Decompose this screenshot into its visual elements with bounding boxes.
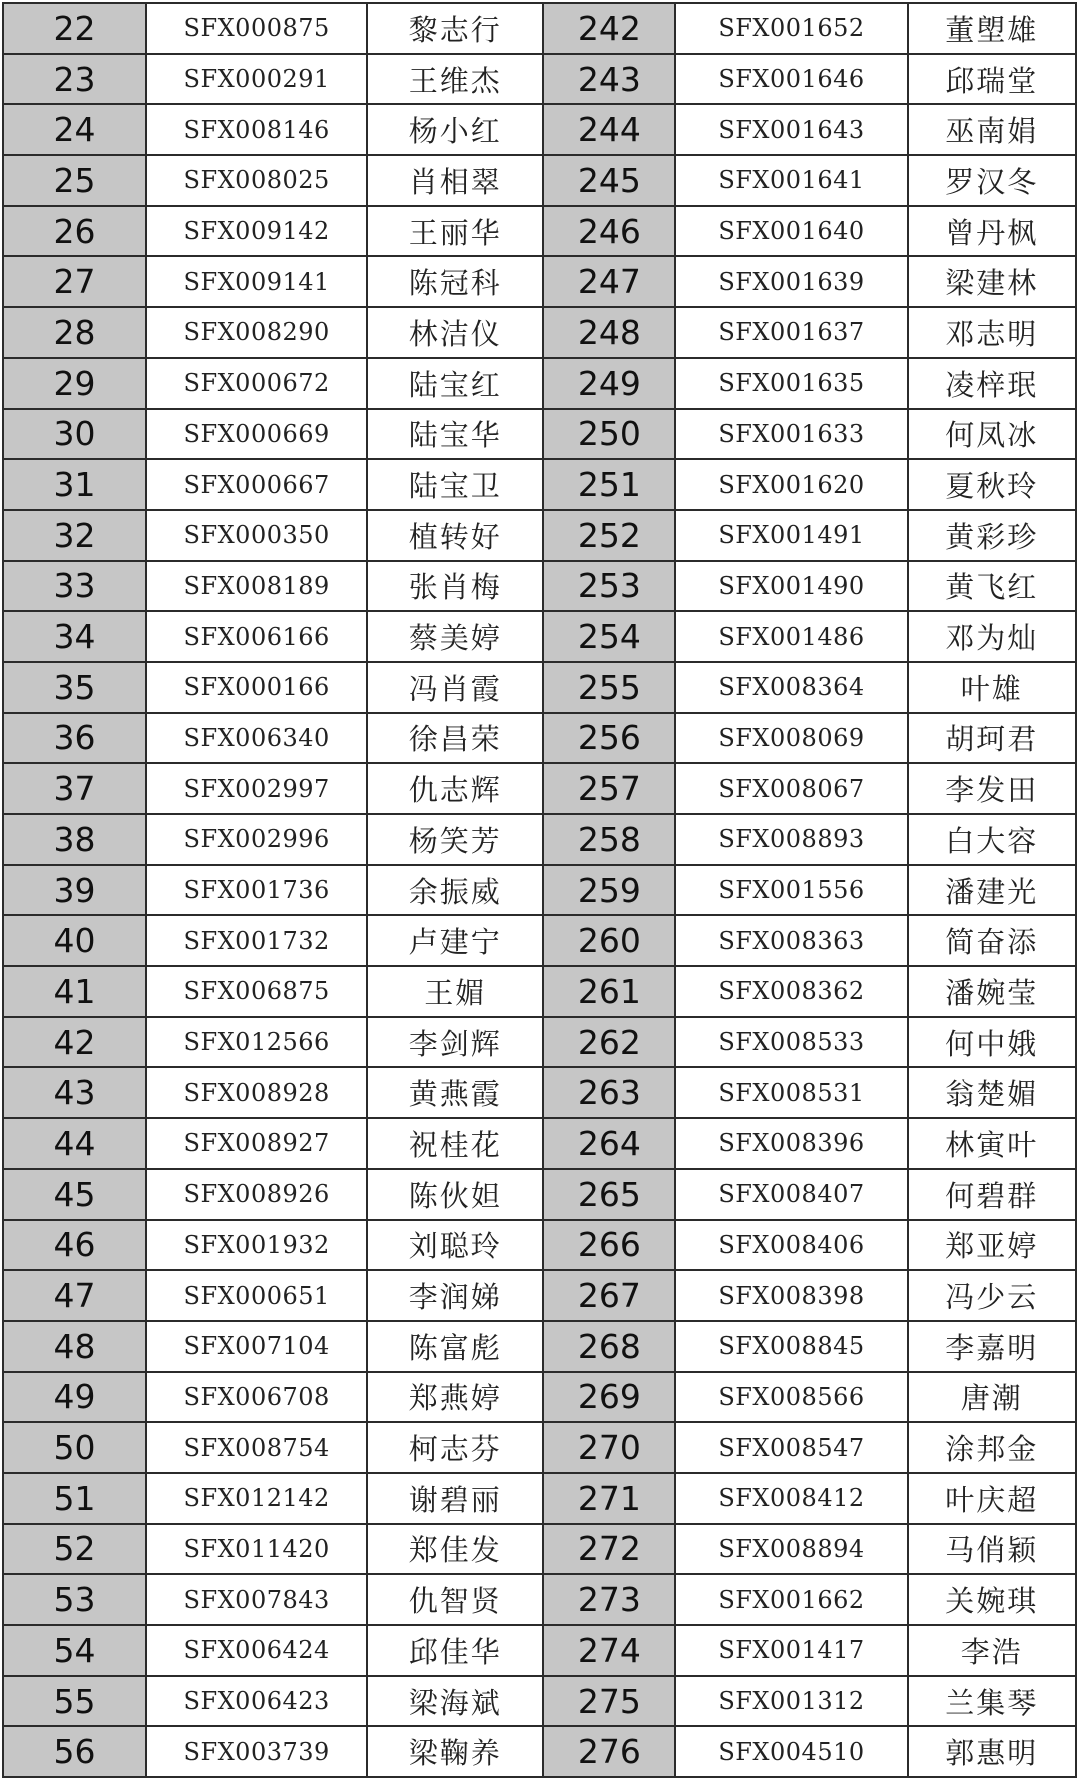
left-id-cell: SFX003739 — [146, 1726, 367, 1777]
left-number-cell: 27 — [3, 256, 146, 307]
left-number-cell: 33 — [3, 561, 146, 612]
right-name-cell: 凌梓珉 — [908, 358, 1076, 409]
right-name-cell: 黄彩珍 — [908, 510, 1076, 561]
right-name-cell: 白大容 — [908, 814, 1076, 865]
right-name-cell: 梁建林 — [908, 256, 1076, 307]
left-number-cell: 36 — [3, 713, 146, 764]
table-row — [3, 1017, 1076, 1068]
right-number-cell: 244 — [543, 104, 675, 155]
table-row — [3, 966, 1076, 1017]
left-name-cell: 陈冠科 — [367, 256, 543, 307]
right-name-cell: 夏秋玲 — [908, 459, 1076, 510]
table-row — [3, 1321, 1076, 1372]
right-number-cell: 243 — [543, 54, 675, 105]
right-name-cell: 马俏颖 — [908, 1524, 1076, 1575]
left-number-cell: 49 — [3, 1372, 146, 1423]
right-id-cell: SFX008362 — [675, 966, 907, 1017]
left-id-cell: SFX011420 — [146, 1524, 367, 1575]
right-number-cell: 269 — [543, 1372, 675, 1423]
table-row — [3, 814, 1076, 865]
left-name-cell: 刘聪玲 — [367, 1220, 543, 1271]
table-row — [3, 206, 1076, 257]
left-id-cell: SFX002997 — [146, 763, 367, 814]
right-name-cell: 罗汉冬 — [908, 155, 1076, 206]
left-number-cell: 35 — [3, 662, 146, 713]
left-id-cell: SFX009142 — [146, 206, 367, 257]
left-name-cell: 谢碧丽 — [367, 1473, 543, 1524]
right-id-cell: SFX001633 — [675, 409, 907, 460]
right-id-cell: SFX008533 — [675, 1017, 907, 1068]
table-row — [3, 155, 1076, 206]
right-id-cell: SFX001312 — [675, 1676, 907, 1727]
left-name-cell: 黄燕霞 — [367, 1067, 543, 1118]
right-name-cell: 兰集琴 — [908, 1676, 1076, 1727]
left-id-cell: SFX006166 — [146, 611, 367, 662]
right-name-cell: 叶庆超 — [908, 1473, 1076, 1524]
table-row — [3, 1574, 1076, 1625]
right-id-cell: SFX008406 — [675, 1220, 907, 1271]
left-name-cell: 冯肖霞 — [367, 662, 543, 713]
table-row — [3, 256, 1076, 307]
right-name-cell: 何碧群 — [908, 1169, 1076, 1220]
right-id-cell: SFX008069 — [675, 713, 907, 764]
right-name-cell: 唐潮 — [908, 1372, 1076, 1423]
right-id-cell: SFX001417 — [675, 1625, 907, 1676]
left-id-cell: SFX000291 — [146, 54, 367, 105]
left-id-cell: SFX008928 — [146, 1067, 367, 1118]
right-number-cell: 255 — [543, 662, 675, 713]
table-row — [3, 307, 1076, 358]
table-row — [3, 713, 1076, 764]
left-id-cell: SFX009141 — [146, 256, 367, 307]
table-row — [3, 510, 1076, 561]
left-name-cell: 邱佳华 — [367, 1625, 543, 1676]
left-name-cell: 林洁仪 — [367, 307, 543, 358]
table-row — [3, 1524, 1076, 1575]
left-id-cell: SFX006423 — [146, 1676, 367, 1727]
right-name-cell: 黄飞红 — [908, 561, 1076, 612]
right-name-cell: 胡珂君 — [908, 713, 1076, 764]
right-id-cell: SFX001662 — [675, 1574, 907, 1625]
left-number-cell: 28 — [3, 307, 146, 358]
right-number-cell: 242 — [543, 3, 675, 54]
table-row — [3, 409, 1076, 460]
left-name-cell: 陈富彪 — [367, 1321, 543, 1372]
right-number-cell: 253 — [543, 561, 675, 612]
right-id-cell: SFX001640 — [675, 206, 907, 257]
right-name-cell: 简奋添 — [908, 915, 1076, 966]
table-row — [3, 3, 1076, 54]
left-id-cell: SFX000166 — [146, 662, 367, 713]
right-id-cell: SFX001641 — [675, 155, 907, 206]
right-number-cell: 260 — [543, 915, 675, 966]
left-id-cell: SFX008189 — [146, 561, 367, 612]
table-row — [3, 1625, 1076, 1676]
right-name-cell: 郭惠明 — [908, 1726, 1076, 1777]
right-id-cell: SFX004510 — [675, 1726, 907, 1777]
right-id-cell: SFX008363 — [675, 915, 907, 966]
right-number-cell: 266 — [543, 1220, 675, 1271]
right-name-cell: 曾丹枫 — [908, 206, 1076, 257]
left-name-cell: 肖相翠 — [367, 155, 543, 206]
right-id-cell: SFX008531 — [675, 1067, 907, 1118]
right-id-cell: SFX008407 — [675, 1169, 907, 1220]
left-number-cell: 25 — [3, 155, 146, 206]
right-id-cell: SFX001491 — [675, 510, 907, 561]
right-number-cell: 256 — [543, 713, 675, 764]
left-id-cell: SFX001932 — [146, 1220, 367, 1271]
right-name-cell: 关婉琪 — [908, 1574, 1076, 1625]
right-id-cell: SFX001639 — [675, 256, 907, 307]
left-number-cell: 38 — [3, 814, 146, 865]
table-row — [3, 1372, 1076, 1423]
left-id-cell: SFX006875 — [146, 966, 367, 1017]
right-id-cell: SFX008396 — [675, 1118, 907, 1169]
table-row — [3, 915, 1076, 966]
left-name-cell: 卢建宁 — [367, 915, 543, 966]
right-id-cell: SFX001490 — [675, 561, 907, 612]
table-row — [3, 1169, 1076, 1220]
left-number-cell: 29 — [3, 358, 146, 409]
left-name-cell: 陆宝华 — [367, 409, 543, 460]
right-number-cell: 263 — [543, 1067, 675, 1118]
table-row — [3, 561, 1076, 612]
right-id-cell: SFX008547 — [675, 1422, 907, 1473]
left-name-cell: 杨小红 — [367, 104, 543, 155]
right-number-cell: 275 — [543, 1676, 675, 1727]
left-id-cell: SFX000672 — [146, 358, 367, 409]
right-name-cell: 巫南娟 — [908, 104, 1076, 155]
left-name-cell: 李剑辉 — [367, 1017, 543, 1068]
left-number-cell: 48 — [3, 1321, 146, 1372]
table-row — [3, 611, 1076, 662]
right-number-cell: 274 — [543, 1625, 675, 1676]
right-name-cell: 何中娥 — [908, 1017, 1076, 1068]
left-id-cell: SFX002996 — [146, 814, 367, 865]
left-id-cell: SFX001736 — [146, 865, 367, 916]
right-number-cell: 251 — [543, 459, 675, 510]
roster-table — [2, 2, 1077, 1778]
right-number-cell: 261 — [543, 966, 675, 1017]
left-id-cell: SFX008290 — [146, 307, 367, 358]
left-number-cell: 56 — [3, 1726, 146, 1777]
left-number-cell: 30 — [3, 409, 146, 460]
left-id-cell: SFX006340 — [146, 713, 367, 764]
roster-table-body — [3, 3, 1076, 1777]
left-id-cell: SFX006708 — [146, 1372, 367, 1423]
left-name-cell: 王媚 — [367, 966, 543, 1017]
left-number-cell: 47 — [3, 1270, 146, 1321]
left-id-cell: SFX000875 — [146, 3, 367, 54]
right-id-cell: SFX008398 — [675, 1270, 907, 1321]
left-id-cell: SFX008754 — [146, 1422, 367, 1473]
right-number-cell: 276 — [543, 1726, 675, 1777]
right-name-cell: 李嘉明 — [908, 1321, 1076, 1372]
left-name-cell: 仇智贤 — [367, 1574, 543, 1625]
right-number-cell: 258 — [543, 814, 675, 865]
left-id-cell: SFX006424 — [146, 1625, 367, 1676]
left-name-cell: 杨笑芳 — [367, 814, 543, 865]
right-name-cell: 邱瑞堂 — [908, 54, 1076, 105]
left-id-cell: SFX007104 — [146, 1321, 367, 1372]
left-name-cell: 祝桂花 — [367, 1118, 543, 1169]
right-number-cell: 273 — [543, 1574, 675, 1625]
right-name-cell: 涂邦金 — [908, 1422, 1076, 1473]
left-id-cell: SFX008927 — [146, 1118, 367, 1169]
table-row — [3, 1422, 1076, 1473]
right-number-cell: 265 — [543, 1169, 675, 1220]
left-number-cell: 24 — [3, 104, 146, 155]
right-name-cell: 李发田 — [908, 763, 1076, 814]
left-number-cell: 37 — [3, 763, 146, 814]
left-name-cell: 陈伙妲 — [367, 1169, 543, 1220]
right-id-cell: SFX008893 — [675, 814, 907, 865]
left-number-cell: 34 — [3, 611, 146, 662]
right-name-cell: 潘婉莹 — [908, 966, 1076, 1017]
left-number-cell: 50 — [3, 1422, 146, 1473]
left-id-cell: SFX012142 — [146, 1473, 367, 1524]
left-id-cell: SFX000669 — [146, 409, 367, 460]
right-name-cell: 叶雄 — [908, 662, 1076, 713]
table-row — [3, 1118, 1076, 1169]
right-id-cell: SFX001635 — [675, 358, 907, 409]
left-name-cell: 王丽华 — [367, 206, 543, 257]
table-row — [3, 662, 1076, 713]
right-name-cell: 邓为灿 — [908, 611, 1076, 662]
table-row — [3, 459, 1076, 510]
right-name-cell: 郑亚婷 — [908, 1220, 1076, 1271]
left-name-cell: 仇志辉 — [367, 763, 543, 814]
right-id-cell: SFX001646 — [675, 54, 907, 105]
right-name-cell: 邓志明 — [908, 307, 1076, 358]
left-id-cell: SFX000350 — [146, 510, 367, 561]
left-id-cell: SFX001732 — [146, 915, 367, 966]
left-name-cell: 徐昌荣 — [367, 713, 543, 764]
table-row — [3, 1676, 1076, 1727]
right-name-cell: 潘建光 — [908, 865, 1076, 916]
right-id-cell: SFX008364 — [675, 662, 907, 713]
table-row — [3, 54, 1076, 105]
left-number-cell: 41 — [3, 966, 146, 1017]
left-name-cell: 郑燕婷 — [367, 1372, 543, 1423]
right-number-cell: 259 — [543, 865, 675, 916]
left-name-cell: 张肖梅 — [367, 561, 543, 612]
left-name-cell: 蔡美婷 — [367, 611, 543, 662]
right-id-cell: SFX008845 — [675, 1321, 907, 1372]
right-number-cell: 271 — [543, 1473, 675, 1524]
left-number-cell: 42 — [3, 1017, 146, 1068]
table-row — [3, 358, 1076, 409]
left-name-cell: 王维杰 — [367, 54, 543, 105]
left-id-cell: SFX008146 — [146, 104, 367, 155]
left-number-cell: 23 — [3, 54, 146, 105]
left-number-cell: 32 — [3, 510, 146, 561]
right-number-cell: 267 — [543, 1270, 675, 1321]
table-row — [3, 865, 1076, 916]
left-name-cell: 陆宝红 — [367, 358, 543, 409]
left-id-cell: SFX008926 — [146, 1169, 367, 1220]
right-number-cell: 272 — [543, 1524, 675, 1575]
right-id-cell: SFX001556 — [675, 865, 907, 916]
right-number-cell: 268 — [543, 1321, 675, 1372]
left-number-cell: 53 — [3, 1574, 146, 1625]
left-id-cell: SFX000651 — [146, 1270, 367, 1321]
left-name-cell: 梁鞠养 — [367, 1726, 543, 1777]
left-name-cell: 黎志行 — [367, 3, 543, 54]
right-number-cell: 247 — [543, 256, 675, 307]
right-number-cell: 270 — [543, 1422, 675, 1473]
left-number-cell: 54 — [3, 1625, 146, 1676]
left-number-cell: 44 — [3, 1118, 146, 1169]
table-row — [3, 1473, 1076, 1524]
left-id-cell: SFX007843 — [146, 1574, 367, 1625]
right-id-cell: SFX001643 — [675, 104, 907, 155]
right-name-cell: 翁楚媚 — [908, 1067, 1076, 1118]
left-name-cell: 植转好 — [367, 510, 543, 561]
table-row — [3, 1067, 1076, 1118]
left-number-cell: 40 — [3, 915, 146, 966]
left-name-cell: 李润娣 — [367, 1270, 543, 1321]
right-number-cell: 248 — [543, 307, 675, 358]
left-number-cell: 45 — [3, 1169, 146, 1220]
right-id-cell: SFX008894 — [675, 1524, 907, 1575]
right-number-cell: 246 — [543, 206, 675, 257]
right-name-cell: 董塱雄 — [908, 3, 1076, 54]
right-id-cell: SFX001637 — [675, 307, 907, 358]
right-number-cell: 264 — [543, 1118, 675, 1169]
table-row — [3, 104, 1076, 155]
left-id-cell: SFX008025 — [146, 155, 367, 206]
right-number-cell: 262 — [543, 1017, 675, 1068]
left-number-cell: 51 — [3, 1473, 146, 1524]
left-number-cell: 39 — [3, 865, 146, 916]
left-number-cell: 26 — [3, 206, 146, 257]
left-id-cell: SFX000667 — [146, 459, 367, 510]
right-id-cell: SFX001486 — [675, 611, 907, 662]
left-id-cell: SFX012566 — [146, 1017, 367, 1068]
left-number-cell: 22 — [3, 3, 146, 54]
left-name-cell: 柯志芬 — [367, 1422, 543, 1473]
table-row — [3, 763, 1076, 814]
table-row — [3, 1270, 1076, 1321]
left-number-cell: 46 — [3, 1220, 146, 1271]
right-number-cell: 250 — [543, 409, 675, 460]
left-name-cell: 梁海斌 — [367, 1676, 543, 1727]
left-number-cell: 31 — [3, 459, 146, 510]
left-number-cell: 55 — [3, 1676, 146, 1727]
right-name-cell: 冯少云 — [908, 1270, 1076, 1321]
table-row — [3, 1220, 1076, 1271]
right-id-cell: SFX001620 — [675, 459, 907, 510]
left-name-cell: 郑佳发 — [367, 1524, 543, 1575]
right-number-cell: 245 — [543, 155, 675, 206]
right-number-cell: 257 — [543, 763, 675, 814]
right-number-cell: 254 — [543, 611, 675, 662]
right-id-cell: SFX008566 — [675, 1372, 907, 1423]
left-number-cell: 52 — [3, 1524, 146, 1575]
right-id-cell: SFX008412 — [675, 1473, 907, 1524]
right-number-cell: 249 — [543, 358, 675, 409]
right-name-cell: 何凤冰 — [908, 409, 1076, 460]
right-name-cell: 林寅叶 — [908, 1118, 1076, 1169]
right-number-cell: 252 — [543, 510, 675, 561]
right-id-cell: SFX001652 — [675, 3, 907, 54]
left-name-cell: 余振威 — [367, 865, 543, 916]
left-name-cell: 陆宝卫 — [367, 459, 543, 510]
right-name-cell: 李浩 — [908, 1625, 1076, 1676]
table-row — [3, 1726, 1076, 1777]
left-number-cell: 43 — [3, 1067, 146, 1118]
right-id-cell: SFX008067 — [675, 763, 907, 814]
